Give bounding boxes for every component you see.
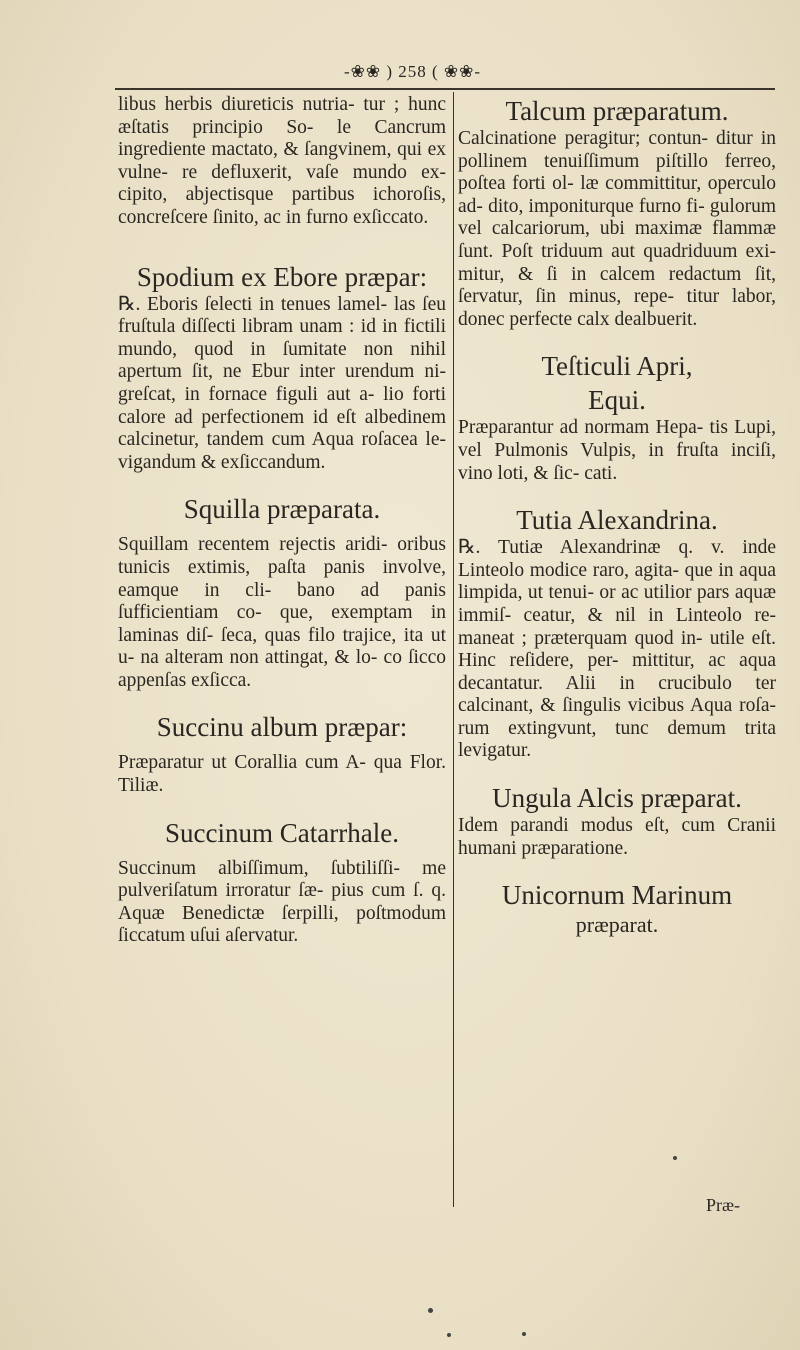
- subheading-unicornum: præparat.: [575, 912, 659, 938]
- running-head: -❀❀ ) 258 ( ❀❀-: [343, 62, 482, 81]
- heading-spodium: Spodium ex Ebore præpar:: [136, 261, 428, 292]
- right-column: [458, 94, 776, 938]
- paragraph-tutia: ℞. Tutiæ Alexandrinæ q. v. inde Linteolo modice raro, agita- que in aqua limpida, ut tenui- or ac utilior pars aquæ immiſ- ceatur, & nil in Linteolo re- maneat ; præterquam quod in- utile eſt. Hinc reſidere, per- mittitur, ac aqua decantatur. Alii in crucibulo ter calcinant, & ſingulis vicibus Aqua roſa- rum extingvunt, tunc demum trita levigatur.: [458, 537, 776, 762]
- header-rule: [115, 88, 775, 90]
- left-column: [118, 94, 446, 948]
- heading-talcum: Talcum præparatum.: [505, 96, 729, 126]
- column-divider: [453, 92, 454, 1207]
- paragraph-squilla: Squillam recentem rejectis aridi- oribus tunicis extimis, paſta panis involve, eamque in cli- bano ad panis ſufficientiam co- que, exemptam in laminas diſ- ſeca, quas filo trajice, ita ut u- na alteram non attingat, & lo- co ſicco appenſas exſicca.: [118, 534, 446, 691]
- paragraph-talcum: Calcinatione peragitur; contun- ditur in pollinem tenuiſſimum piſtillo ferreo, poſtea forti ol- læ committitur, operculo ad- dito, imponiturque furno fi- gulorum vel calcariorum, ubi maximæ flammæ ſunt. Poſt triduum aut quadriduum exi- mitur, & ſi in calcem redactum ſit, ſervatur, ſin minus, repe- titur labor, donec perfecte calx dealbuerit.: [458, 128, 776, 330]
- heading-testiculi-equi: Equi.: [588, 385, 646, 416]
- heading-tutia: Tutia Alexandrina.: [516, 505, 718, 536]
- paragraph-succinum-catarrhale: Succinum albiſſimum, ſubtiliſſi- me pulveriſatum irroratur ſæ- pius cum ſ. q. Aquæ Benedictæ ſerpilli, poſtmodum ſiccatum uſui aſervatur.: [118, 857, 446, 947]
- heading-testiculi: Teſticuli Apri,: [541, 351, 693, 382]
- heading-succinum-catarrhale: Succinum Catarrhale.: [165, 817, 399, 848]
- paragraph-succinu-album: Præparatur ut Corallia cum A- qua Flor. Tiliæ.: [118, 752, 446, 797]
- heading-unicornum: Unicornum Marinum: [501, 880, 733, 911]
- paragraph-cancer: libus herbis diureticis nutria- tur ; hunc æſtatis principio So- le Cancrum ingrediente mactato, & ſangvinem, qui ex vulne- re defluxerit, vaſe mundo ex- cipito, abjectisque partibus ichoroſis, concreſcere ſinito, ac in furno exſiccato.: [118, 94, 446, 228]
- heading-squilla: Squilla præparata.: [183, 494, 381, 525]
- paragraph-spodium: ℞. Eboris ſelecti in tenues lamel- las ſeu fruſtula diſſecti libram unam : id in fictili mundo, quod in ſumitate non nihil apertum ſit, ne Ebur inter urendum ni- greſcat, in fornace figuli aut a- lio forti calore ad perfectionem id eſt albedinem calcinetur, tandem cum Aqua roſacea le- vigandum & exſiccandum.: [118, 293, 446, 473]
- catchword: Præ-: [705, 1195, 740, 1215]
- paragraph-testiculi: Præparantur ad normam Hepa- tis Lupi, vel Pulmonis Vulpis, in fruſta inciſi, vino loti, & ſic- cati.: [458, 417, 776, 484]
- heading-succinu-album: Succinu album præpar:: [156, 712, 408, 743]
- paragraph-ungula: Idem parandi modus eſt, cum Cranii humani præparatione.: [458, 815, 776, 859]
- heading-ungula: Ungula Alcis præparat.: [492, 783, 742, 814]
